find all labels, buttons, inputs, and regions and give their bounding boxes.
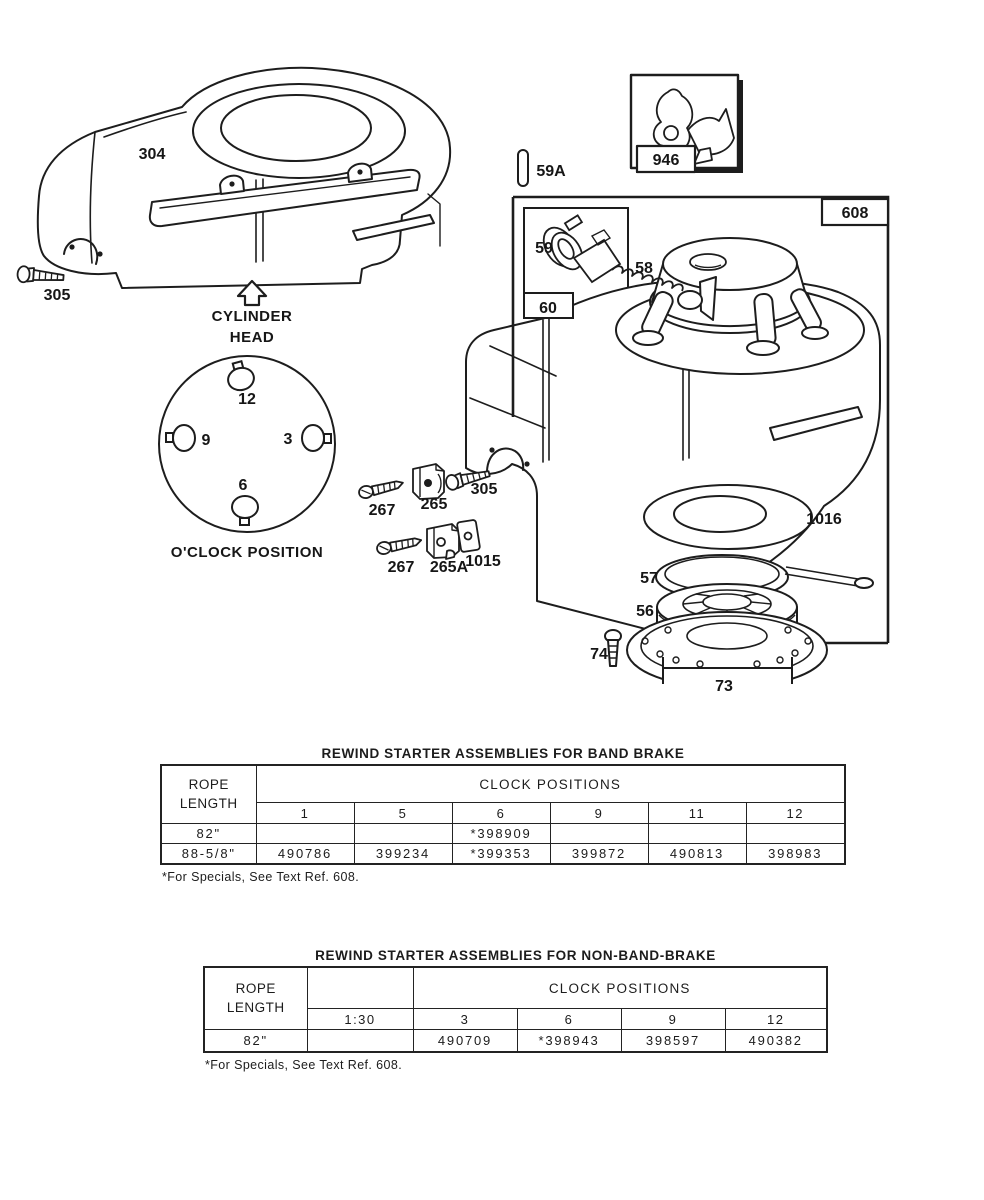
column-header: 12: [746, 803, 845, 824]
rope-length-cell: 88-5/8": [161, 844, 256, 865]
clock-positions-header: CLOCK POSITIONS: [256, 765, 845, 803]
part-number-cell: 490786: [256, 844, 354, 865]
part-label-267-lower: 267: [387, 559, 415, 576]
rope-length-header: [161, 765, 256, 824]
column-header: 5: [354, 803, 452, 824]
part-label-267-upper: 267: [368, 502, 396, 519]
clock-number-3: 3: [283, 431, 293, 448]
rope-header-line1: ROPE: [235, 980, 276, 996]
part-number-cell: [256, 824, 354, 844]
part-label-74: 74: [590, 646, 608, 663]
rope-header-line1: ROPE: [188, 776, 229, 792]
non-band-brake-table-section: [203, 948, 828, 1072]
rope-length-header: [204, 967, 307, 1030]
part-label-305-right: 305: [470, 481, 498, 498]
column-header: 9: [550, 803, 648, 824]
part-label-60: 60: [539, 300, 557, 317]
clock-positions-header: CLOCK POSITIONS: [413, 967, 827, 1009]
oclock-position-label: O'CLOCK POSITION: [170, 544, 324, 561]
part-label-1015: 1015: [465, 553, 501, 570]
part-label-59: 59: [535, 240, 553, 257]
part-number-cell: [648, 824, 746, 844]
table-row: [161, 824, 845, 844]
column-header: 9: [621, 1009, 725, 1030]
screw-305-left-drawing: [17, 266, 64, 285]
part-number-cell: *399353: [452, 844, 550, 865]
clock-number-12: 12: [238, 391, 256, 408]
part-label-305-left: 305: [43, 287, 71, 304]
part-number-cell: *398909: [452, 824, 550, 844]
cylinder-head-label-line1: CYLINDER: [211, 308, 293, 325]
part-label-57: 57: [640, 570, 658, 587]
part-label-56: 56: [636, 603, 654, 620]
part-label-59a: 59A: [536, 163, 566, 180]
part-number-cell: 399872: [550, 844, 648, 865]
part-label-1016: 1016: [806, 511, 842, 528]
part-label-946: 946: [652, 152, 680, 169]
rope-length-cell: 82": [204, 1030, 307, 1053]
part-number-cell: 399234: [354, 844, 452, 865]
non-band-brake-footnote: *For Specials, See Text Ref. 608.: [205, 1058, 403, 1072]
column-header: 12: [725, 1009, 827, 1030]
part-number-cell: 490709: [413, 1030, 517, 1053]
column-header: 6: [517, 1009, 621, 1030]
rope-length-cell: 82": [161, 824, 256, 844]
rope-pin-59a-drawing: [518, 150, 528, 186]
clock-position-diagram: [159, 356, 335, 532]
rope-header-line2: LENGTH: [226, 999, 285, 1015]
part-label-265: 265: [420, 496, 448, 513]
part-number-cell: 398597: [621, 1030, 725, 1053]
part-label-608: 608: [841, 205, 869, 222]
non-band-brake-table-title: REWIND STARTER ASSEMBLIES FOR NON-BAND-BRAKE: [315, 948, 716, 963]
column-header: 1: [256, 803, 354, 824]
pawl-946-box: [631, 75, 743, 173]
part-label-265a: 265A: [429, 559, 469, 576]
part-number-cell: 490382: [725, 1030, 827, 1053]
blower-housing-304-drawing: [38, 68, 450, 288]
table-row: [204, 1030, 827, 1053]
table-row: [161, 844, 845, 865]
part-number-cell: [307, 1030, 413, 1053]
part-number-cell: [550, 824, 648, 844]
band-brake-footnote: *For Specials, See Text Ref. 608.: [162, 870, 360, 884]
clock-number-6: 6: [238, 477, 248, 494]
band-brake-table-section: [160, 746, 846, 884]
column-header: 3: [413, 1009, 517, 1030]
part-number-cell: 398983: [746, 844, 845, 865]
part-number-cell: *398943: [517, 1030, 621, 1053]
part-label-73: 73: [715, 678, 733, 695]
part-label-304: 304: [138, 146, 166, 163]
rope-header-line2: LENGTH: [179, 795, 238, 811]
empty-header-cell: [307, 967, 413, 1009]
non-band-brake-table: [203, 966, 828, 1053]
part-number-cell: [746, 824, 845, 844]
part-label-58: 58: [635, 260, 653, 277]
column-header: 11: [648, 803, 746, 824]
part-number-cell: 490813: [648, 844, 746, 865]
cylinder-head-label-line2: HEAD: [229, 329, 275, 346]
clock-number-9: 9: [201, 432, 211, 449]
column-header: 1:30: [307, 1009, 413, 1030]
band-brake-table-title: REWIND STARTER ASSEMBLIES FOR BAND BRAKE: [321, 746, 685, 761]
band-brake-table: [160, 764, 846, 865]
column-header: 6: [452, 803, 550, 824]
part-number-cell: [354, 824, 452, 844]
